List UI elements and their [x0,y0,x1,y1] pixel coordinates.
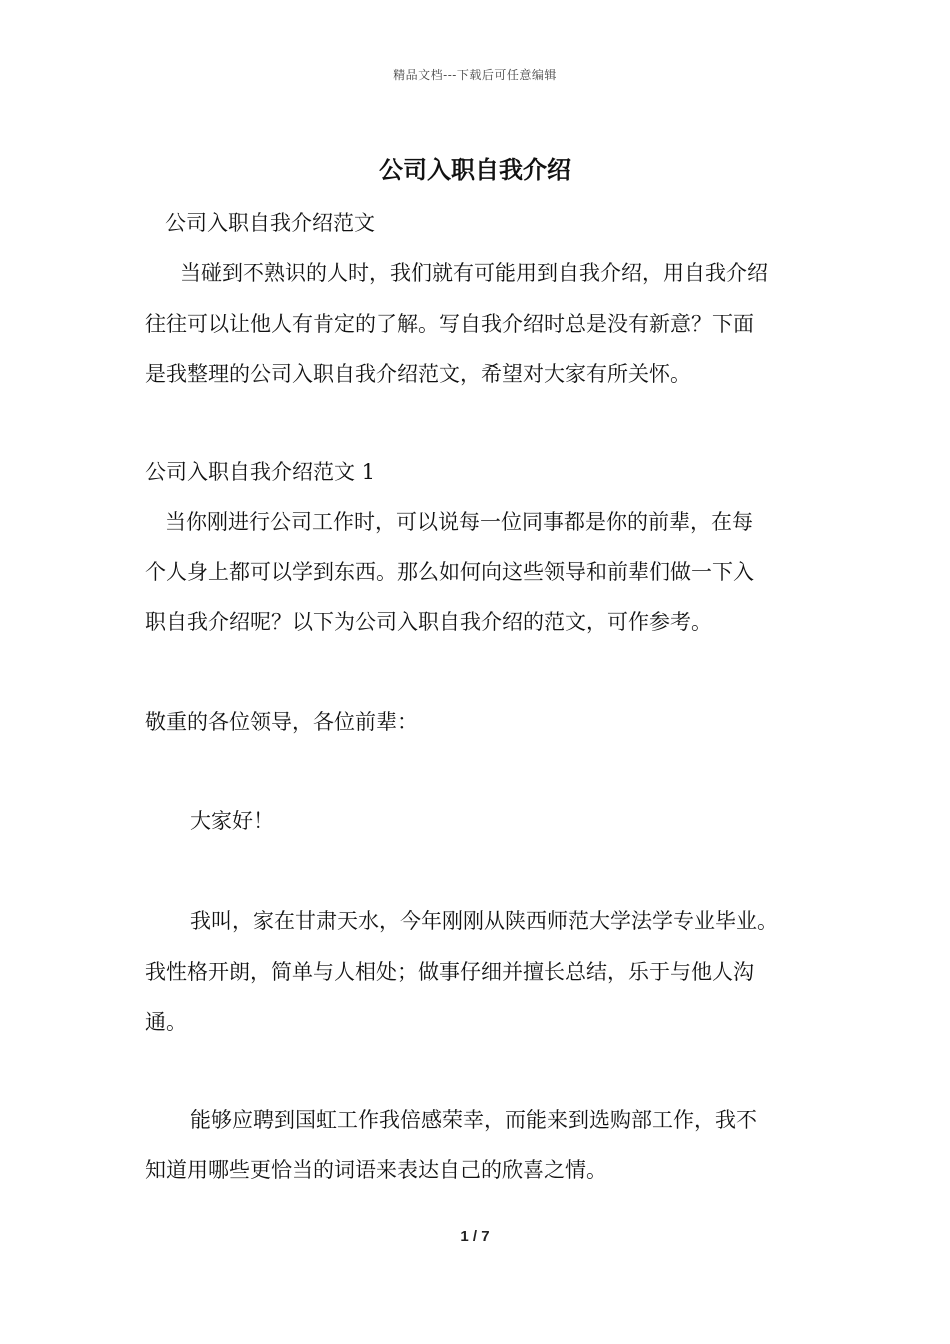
body-line: 我性格开朗，简单与人相处；做事仔细并擅长总结，乐于与他人沟 [145,960,754,984]
section-heading: 公司入职自我介绍范文 1 [145,460,376,484]
salutation-line: 敬重的各位领导，各位前辈： [145,710,418,734]
body-line: 当你刚进行公司工作时，可以说每一位同事都是你的前辈，在每 [165,510,753,534]
body-line: 我叫，家在甘肃天水，今年刚刚从陕西师范大学法学专业毕业。 [190,909,778,933]
page-header: 精品文档---下载后可任意编辑 [393,68,557,82]
page-number: 1 / 7 [460,1228,490,1245]
body-line: 职自我介绍呢？以下为公司入职自我介绍的范文，可作参考。 [145,610,712,634]
body-line: 能够应聘到国虹工作我倍感荣幸，而能来到选购部工作，我不 [190,1108,757,1132]
subtitle-line: 公司入职自我介绍范文 [165,211,375,235]
body-line: 个人身上都可以学到东西。那么如何向这些领导和前辈们做一下入 [145,560,754,584]
body-line: 当碰到不熟识的人时，我们就有可能用到自我介绍，用自我介绍 [180,261,768,285]
body-line: 知道用哪些更恰当的词语来表达自己的欣喜之情。 [145,1158,607,1182]
greeting-line: 大家好！ [190,809,274,833]
body-line: 通。 [145,1010,187,1034]
body-line: 是我整理的公司入职自我介绍范文，希望对大家有所关怀。 [145,362,691,386]
document-title: 公司入职自我介绍 [379,155,571,184]
body-line: 往往可以让他人有肯定的了解。写自我介绍时总是没有新意？下面 [145,312,754,336]
